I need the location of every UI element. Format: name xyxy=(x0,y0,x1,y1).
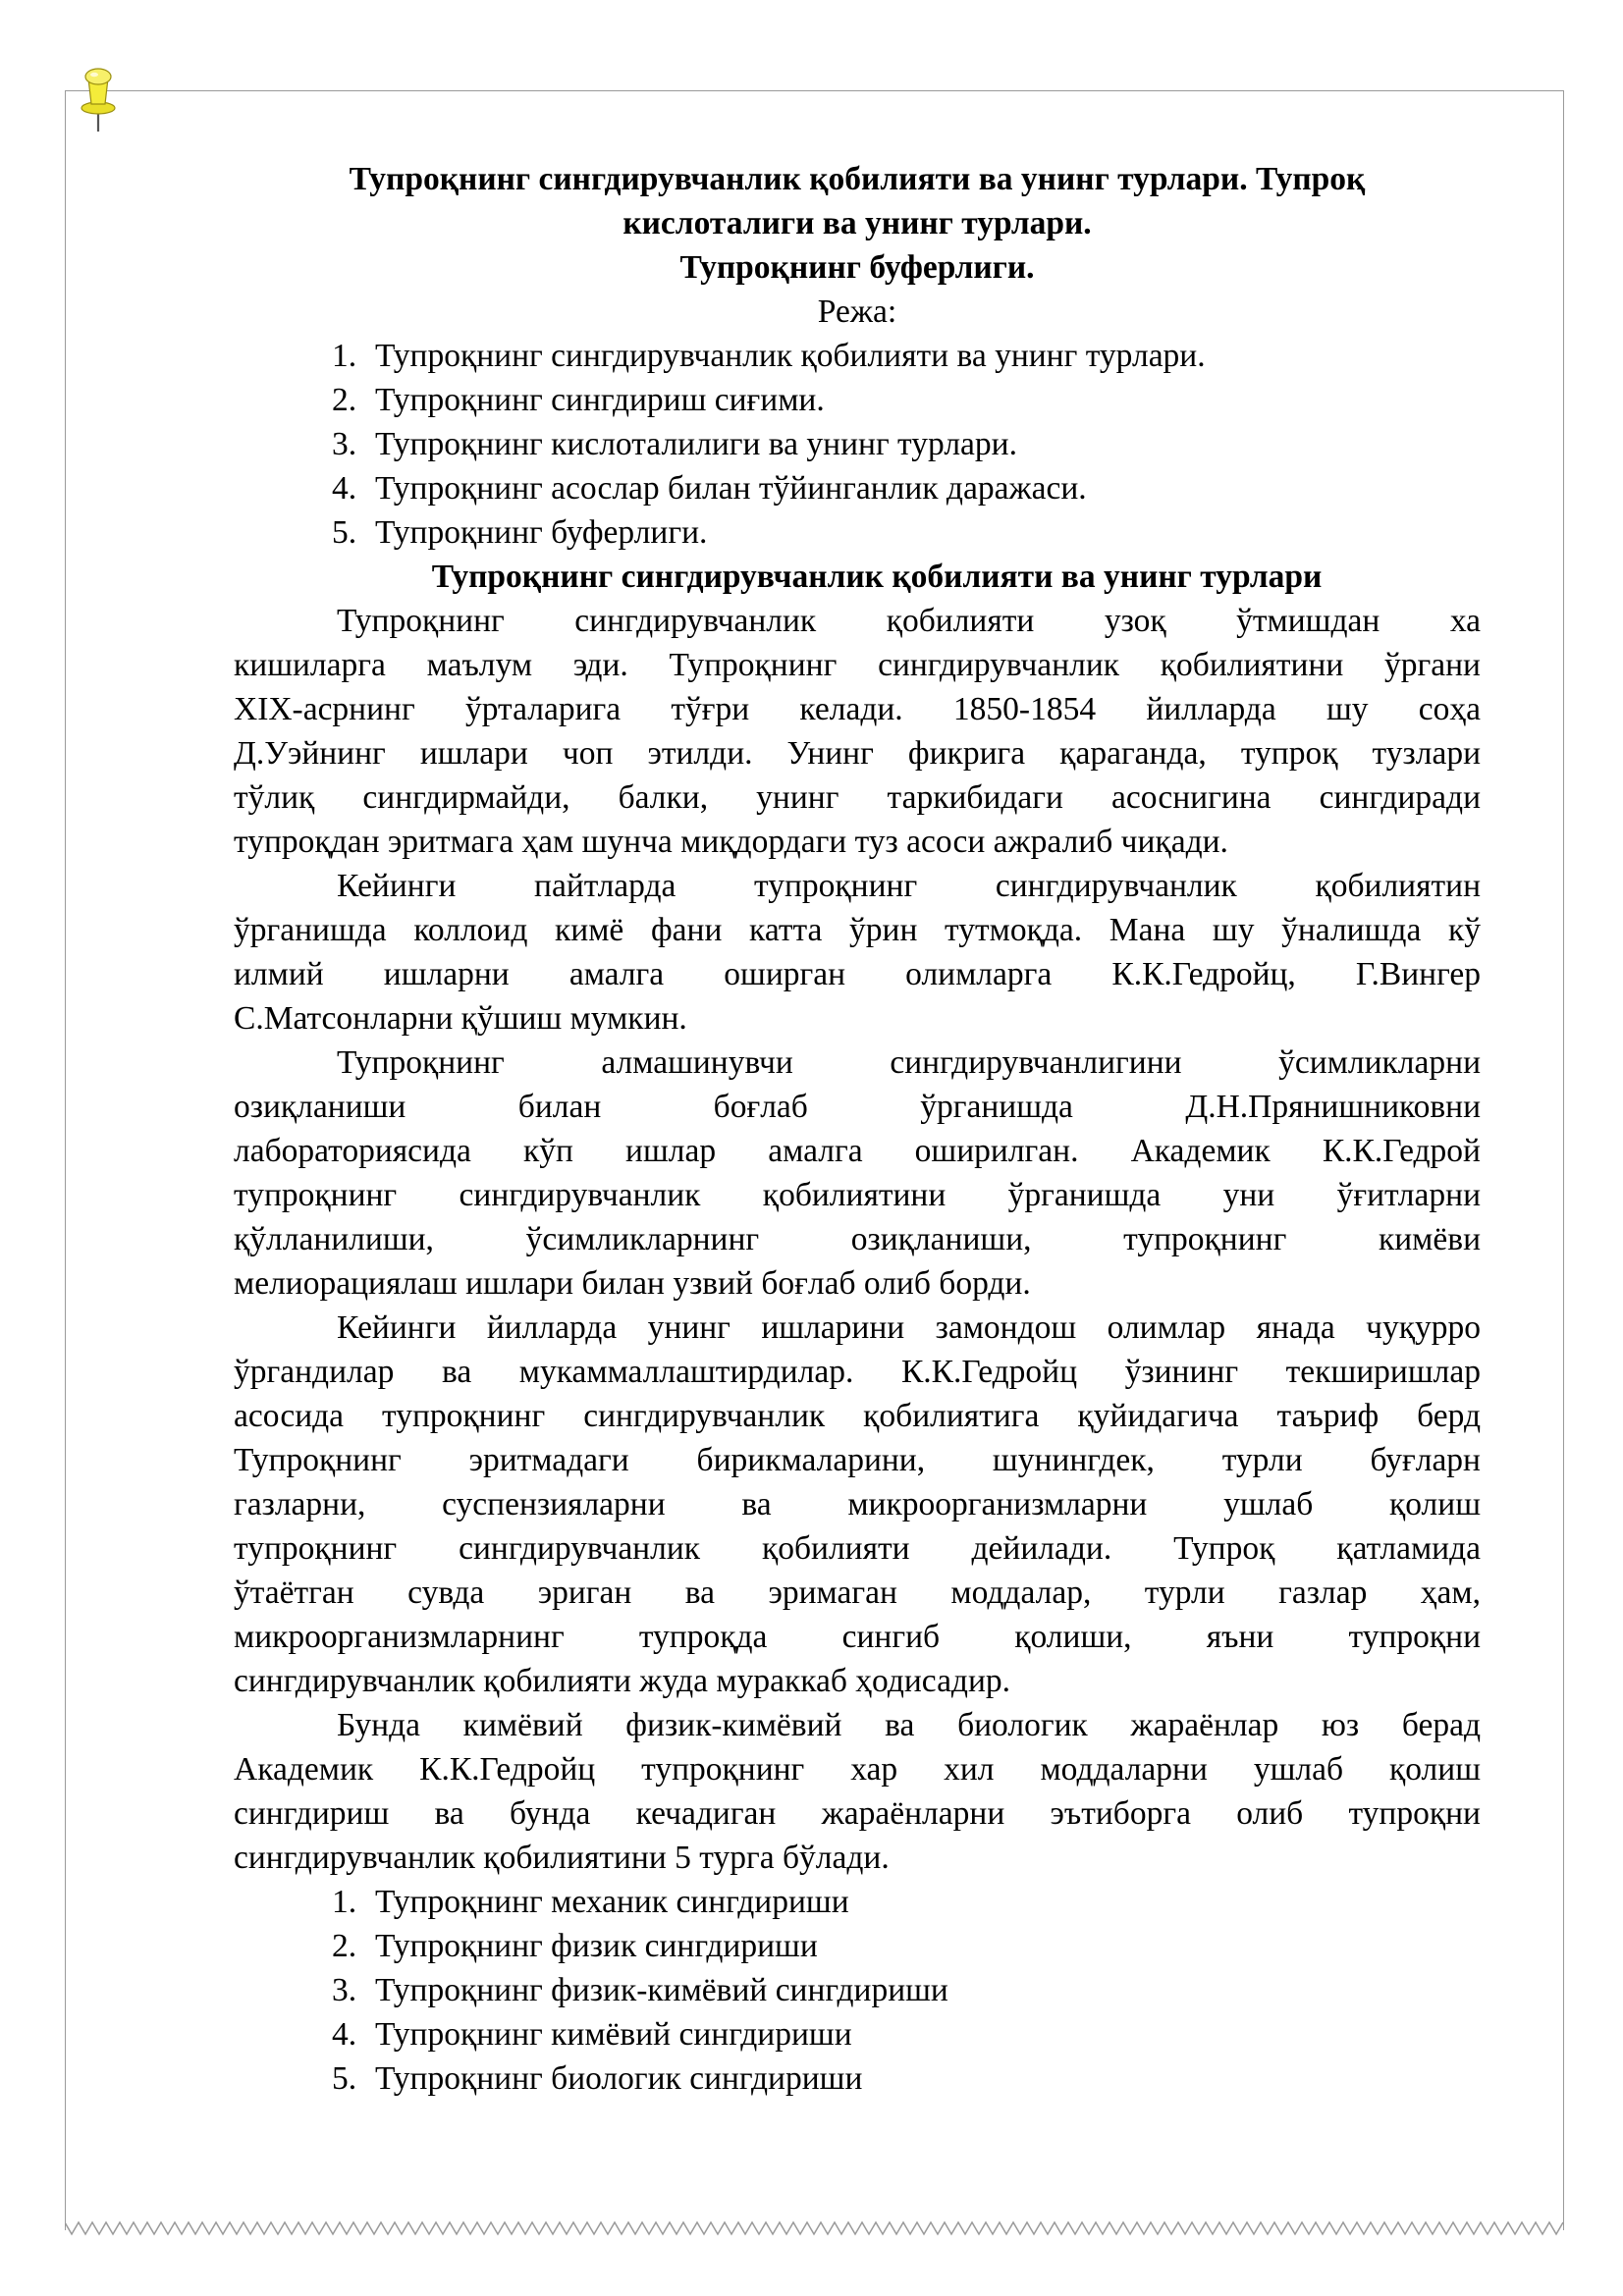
paragraph-line: тупроқнинг сингдирувчанлик қобилияти дейилади. Тупроқ қатламида xyxy=(234,1530,1481,1567)
paragraph-line: XIX-асрнинг ўрталарига тўғри келади. 1850-1854 йилларда шу соҳа xyxy=(234,691,1481,727)
paragraph-2 xyxy=(234,864,1481,1041)
paragraph-3 xyxy=(234,1041,1481,1306)
paragraph-line: мелиорациялаш ишлари билан узвий боғлаб олиб борди. xyxy=(234,1265,1031,1302)
plan-item-number: 4. xyxy=(332,470,357,507)
type-item-number: 3. xyxy=(332,1972,357,2008)
paragraph-line: газларни, суспензияларни ва микроорганизмларни ушлаб қолиш xyxy=(234,1486,1481,1522)
plan-item-text: Тупроқнинг сингдирувчанлик қобилияти ва унинг турлари. xyxy=(375,338,1206,374)
paragraph-line: сингдириш ва бунда кечадиган жараёнларни эътиборга олиб тупроқни xyxy=(234,1795,1481,1832)
paragraph-line: ўргандилар ва мукаммаллаштирдилар. К.К.Гедройц ўзининг текширишлар xyxy=(234,1354,1481,1390)
type-item-text: Тупроқнинг физик сингдириши xyxy=(375,1928,818,1964)
type-item-text: Тупроқнинг механик сингдириши xyxy=(375,1884,849,1920)
plan-item-number: 1. xyxy=(332,338,357,374)
paragraph-line: микроорганизмларнинг тупроқда сингиб қолиши, яъни тупроқни xyxy=(234,1619,1481,1655)
torn-page-edge xyxy=(65,2220,1564,2242)
plan-item xyxy=(234,334,1481,378)
paragraph-line: Тупроқнинг сингдирувчанлик қобилияти узоқ ўтмишдан ха xyxy=(337,603,1481,639)
title-line: Тупроқнинг буферлиги. xyxy=(679,249,1035,286)
paragraph-line: асосида тупроқнинг сингдирувчанлик қобилиятига қуйидагича таъриф берд xyxy=(234,1398,1481,1434)
type-item xyxy=(234,1924,1481,1968)
paragraph-line: Д.Уэйнинг ишлари чоп этилди. Унинг фикрига қараганда, тупроқ тузлари xyxy=(234,735,1481,772)
plan-item-text: Тупроқнинг кислоталилиги ва унинг турлари. xyxy=(375,426,1017,462)
paragraph-line: сингдирувчанлик қобилиятини 5 турга бўлади. xyxy=(234,1840,890,1876)
paragraph-line: ўрганишда коллоид кимё фани катта ўрин тутмоқда. Мана шу ўналишда кў xyxy=(234,912,1481,948)
paragraph-line: С.Матсонларни қўшиш мумкин. xyxy=(234,1000,687,1037)
paragraph-line: сингдирувчанлик қобилияти жуда мураккаб ҳодисадир. xyxy=(234,1663,1011,1699)
paragraph-line: қўлланилиши, ўсимликларнинг озиқланиши, тупроқнинг кимёви xyxy=(234,1221,1481,1257)
plan-item xyxy=(234,510,1481,555)
paragraph-line: ўтаётган сувда эриган ва эримаган моддалар, турли газлар ҳам, xyxy=(234,1575,1481,1611)
section-heading: Тупроқнинг сингдирувчанлик қобилияти ва унинг турлари xyxy=(431,559,1323,595)
type-item xyxy=(234,1968,1481,2012)
paragraph-4 xyxy=(234,1306,1481,1703)
pushpin-icon[interactable] xyxy=(77,65,120,133)
type-item xyxy=(234,1880,1481,1924)
type-item-number: 2. xyxy=(332,1928,357,1964)
type-item-number: 5. xyxy=(332,2060,357,2097)
type-item-number: 1. xyxy=(332,1884,357,1920)
absorption-types-list xyxy=(234,1880,1481,2101)
paragraph-line: тупроқдан эритмага ҳам шунча миқдордаги туз асоси ажралиб чиқади. xyxy=(234,824,1228,860)
paragraph-line: кишиларга маълум эди. Тупроқнинг сингдирувчанлик қобилиятини ўргани xyxy=(234,647,1481,683)
paragraph-line: озиқланиши билан боғлаб ўрганишда Д.Н.Прянишниковни xyxy=(234,1089,1481,1125)
paragraph-line: лабораториясида кўп ишлар амалга оширилган. Академик К.К.Гедрой xyxy=(234,1133,1481,1169)
type-item-text: Тупроқнинг физик-кимёвий сингдириши xyxy=(375,1972,948,2008)
paragraph-line: тўлиқ сингдирмайди, балки, унинг таркибидаги асоснигина сингдиради xyxy=(234,779,1481,816)
paragraph-1 xyxy=(234,599,1481,864)
title-line: кислоталиги ва унинг турлари. xyxy=(622,205,1092,241)
paragraph-line: Бунда кимёвий физик-кимёвий ва биологик жараёнлар юз берад xyxy=(337,1707,1481,1743)
type-item xyxy=(234,2012,1481,2056)
type-item-number: 4. xyxy=(332,2016,357,2053)
plan-item-number: 5. xyxy=(332,514,357,551)
plan-item-number: 3. xyxy=(332,426,357,462)
paragraph-line: Кейинги йилларда унинг ишларини замондош олимлар янада чуқурро xyxy=(337,1309,1481,1346)
paragraph-line: тупроқнинг сингдирувчанлик қобилиятини ўрганишда уни ўғитларни xyxy=(234,1177,1481,1213)
plan-item xyxy=(234,378,1481,422)
paragraph-line: Кейинги пайтларда тупроқнинг сингдирувчанлик қобилиятин xyxy=(337,868,1481,904)
type-item-text: Тупроқнинг биологик сингдириши xyxy=(375,2060,863,2097)
paragraph-line: Тупроқнинг эритмадаги бирикмаларини, шунингдек, турли буғларн xyxy=(234,1442,1481,1478)
plan-heading: Режа: xyxy=(817,294,897,330)
plan-item-text: Тупроқнинг асослар билан тўйинганлик даражаси. xyxy=(375,470,1087,507)
type-item xyxy=(234,2056,1481,2101)
plan-list xyxy=(234,334,1481,555)
type-item-text: Тупроқнинг кимёвий сингдириши xyxy=(375,2016,852,2053)
paragraph-line: илмий ишларни амалга оширган олимларга К.К.Гедройц, Г.Вингер xyxy=(234,956,1481,992)
paragraph-5 xyxy=(234,1703,1481,1880)
document-title xyxy=(234,157,1481,290)
plan-item-text: Тупроқнинг сингдириш сиғими. xyxy=(375,382,825,418)
paragraph-line: Академик К.К.Гедройц тупроқнинг хар хил моддаларни ушлаб қолиш xyxy=(234,1751,1481,1788)
document-body xyxy=(234,157,1481,2101)
plan-item-text: Тупроқнинг буферлиги. xyxy=(375,514,708,551)
plan-item-number: 2. xyxy=(332,382,357,418)
paragraph-line: Тупроқнинг алмашинувчи сингдирувчанлигини ўсимликларни xyxy=(337,1044,1481,1081)
plan-item xyxy=(234,422,1481,466)
title-line: Тупроқнинг сингдирувчанлик қобилияти ва унинг турлари. Тупроқ xyxy=(349,161,1366,197)
plan-item xyxy=(234,466,1481,510)
